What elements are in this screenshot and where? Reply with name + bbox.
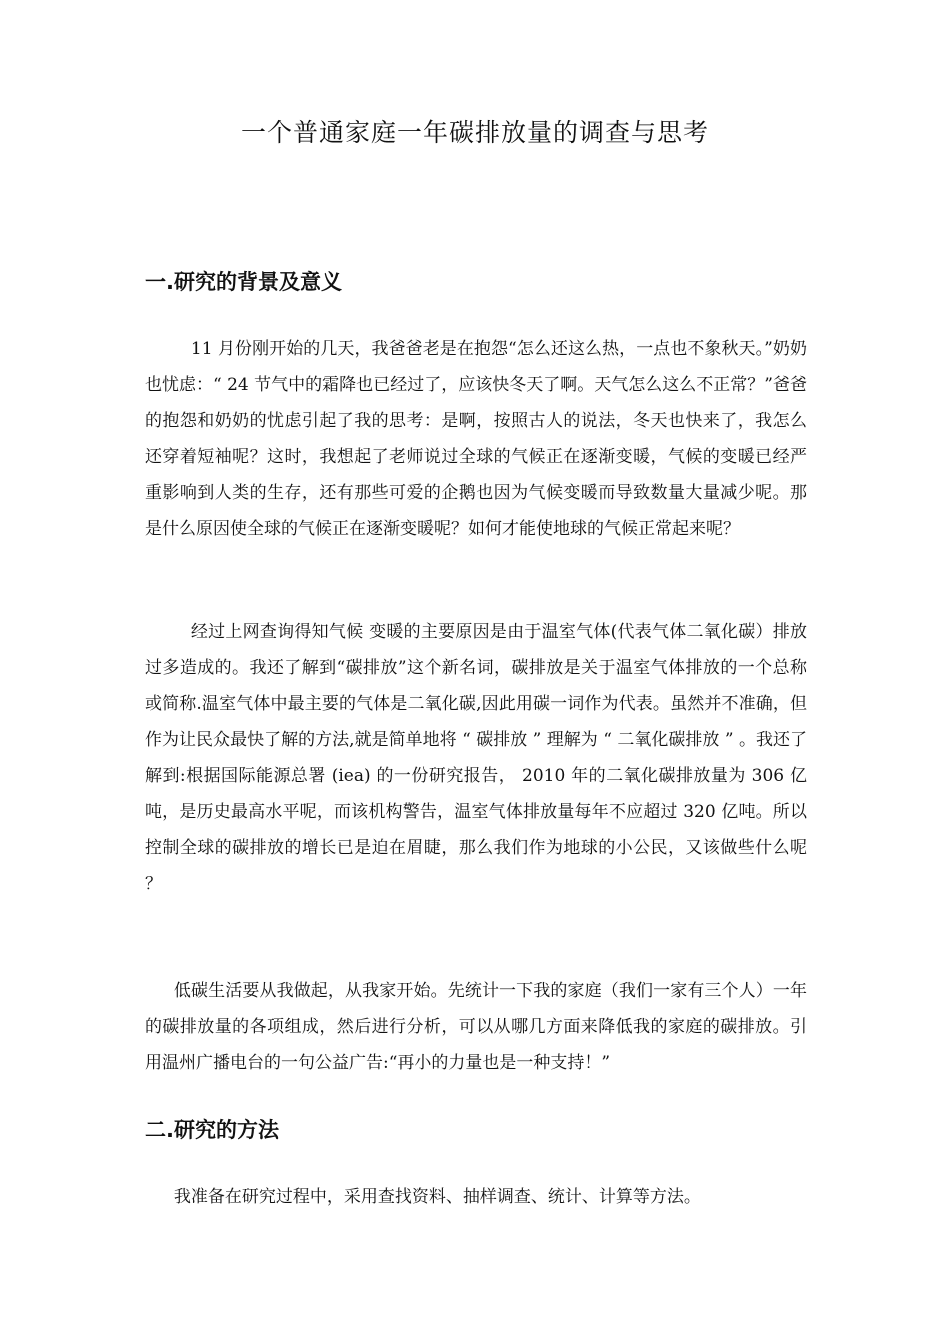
paragraph-background-2: 经过上网查询得知气候 变暖的主要原因是由于温室气体(代表气体二氧化碳）排放过多造成的。我还了解到“碳排放”这个新名词，碳排放是关于温室气体排放的一个总称或简称.温室气体中最主要的气体是二氧化碳,因此用碳一词作为代表。虽然并不准确，但作为让民众最快了解的方法,就是简单地将 “ 碳排放 ” 理解为 “ 二氧化碳排放 ” 。我还了解到:根据国际能源总署 (iea) 的一份研究报告， 2010 年的二氧化碳排放量为 306 亿吨，是历史最高水平呢，而该机构警告，温室气体排放量每年不应超过 320 亿吨。所以控制全球的碳排放的增长已是迫在眉睫，那么我们作为地球的小公民，又该做些什么呢 ？: [145, 622, 807, 894]
paragraph-background-1: 11 月份刚开始的几天，我爸爸老是在抱怨“怎么还这么热，一点也不象秋天。”奶奶也忧虑：“ 24 节气中的霜降也已经过了，应该快冬天了啊。天气怎么这么不正常？”爸爸的抱怨和奶奶的忧虑引起了我的思考：是啊，按照古人的说法，冬天也快来了，我怎么还穿着短袖呢？这时，我想起了老师说过全球的气候正在逐渐变暖，气候的变暖已经严重影响到人类的生存，还有那些可爱的企鹅也因为气候变暖而导致数量大量减少呢。那是什么原因使全球的气候正在逐渐变暖呢？如何才能使地球的气候正常起来呢？: [145, 339, 807, 539]
document-title: 一个普通家庭一年碳排放量的调查与思考: [240, 118, 709, 147]
section-heading-method: 二.研究的方法: [145, 1118, 279, 1142]
paragraph-method-1: 我准备在研究过程中，采用查找资料、抽样调查、统计、计算等方法。: [173, 1187, 701, 1207]
section-heading-background: 一.研究的背景及意义: [145, 270, 342, 294]
paragraph-background-3: 低碳生活要从我做起，从我家开始。先统计一下我的家庭（我们一家有三个人）一年的碳排放量的各项组成，然后进行分析，可以从哪几方面来降低我的家庭的碳排放。引用温州广播电台的一句公益广告:“再小的力量也是一种支持！”: [145, 981, 807, 1073]
